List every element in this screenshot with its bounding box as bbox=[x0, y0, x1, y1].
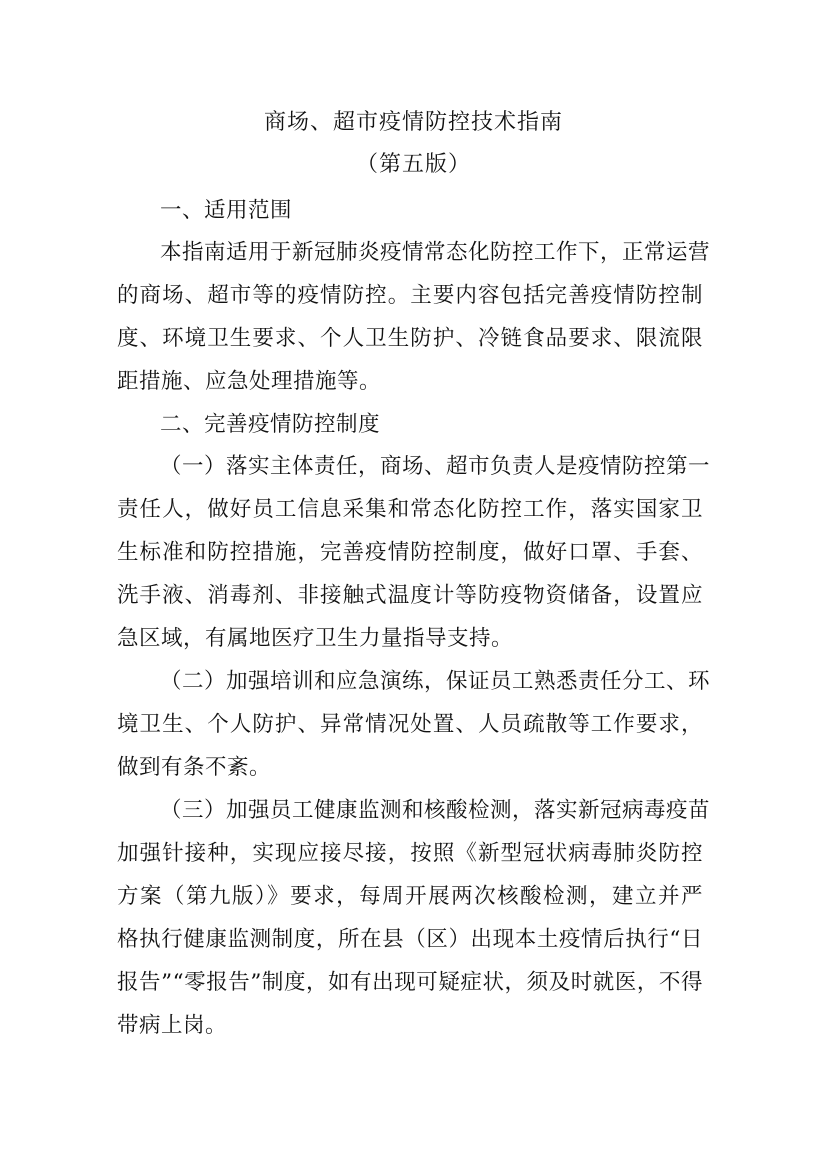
paragraph-line: 做到有条不紊。 bbox=[117, 755, 272, 780]
paragraph-line: 报告”“零报告”制度，如有出现可疑症状，须及时就医，不得 bbox=[117, 970, 703, 995]
document-title: 商场、超市疫情防控技术指南 bbox=[263, 110, 563, 135]
paragraph-line: 方案（第九版）》要求，每周开展两次核酸检测，建立并严 bbox=[117, 884, 703, 909]
paragraph-line: 度、环境卫生要求、个人卫生防护、冷链食品要求、限流限 bbox=[117, 326, 703, 351]
section-2-heading: 二、完善疫情防控制度 bbox=[160, 412, 381, 437]
paragraph-line: 责任人，做好员工信息采集和常态化防控工作，落实国家卫 bbox=[117, 497, 703, 522]
paragraph-line: （一）落实主体责任，商场、超市负责人是疫情防控第一 bbox=[160, 454, 711, 479]
paragraph-line: 的商场、超市等的疫情防控。主要内容包括完善疫情防控制 bbox=[117, 283, 703, 308]
paragraph-line: 急区域，有属地医疗卫生力量指导支持。 bbox=[117, 626, 514, 651]
paragraph-line: （二）加强培训和应急演练，保证员工熟悉责任分工、环 bbox=[160, 669, 711, 694]
paragraph-line: 生标准和防控措施，完善疫情防控制度，做好口罩、手套、 bbox=[117, 540, 703, 565]
paragraph-line: （三）加强员工健康监测和核酸检测，落实新冠病毒疫苗 bbox=[160, 798, 711, 823]
paragraph-line: 带病上岗。 bbox=[117, 1013, 228, 1038]
paragraph-line: 加强针接种，实现应接尽接，按照《新型冠状病毒肺炎防控 bbox=[117, 841, 703, 866]
section-1-heading: 一、适用范围 bbox=[160, 198, 293, 223]
paragraph-line: 本指南适用于新冠肺炎疫情常态化防控工作下，正常运营 bbox=[160, 240, 711, 265]
paragraph-line: 格执行健康监测制度，所在县（区）出现本土疫情后执行“日 bbox=[117, 927, 703, 952]
paragraph-line: 境卫生、个人防护、异常情况处置、人员疏散等工作要求， bbox=[117, 712, 703, 737]
document-subtitle: （第五版） bbox=[355, 152, 471, 177]
paragraph-line: 距措施、应急处理措施等。 bbox=[117, 369, 382, 394]
paragraph-line: 洗手液、消毒剂、非接触式温度计等防疫物资储备，设置应 bbox=[117, 583, 703, 608]
